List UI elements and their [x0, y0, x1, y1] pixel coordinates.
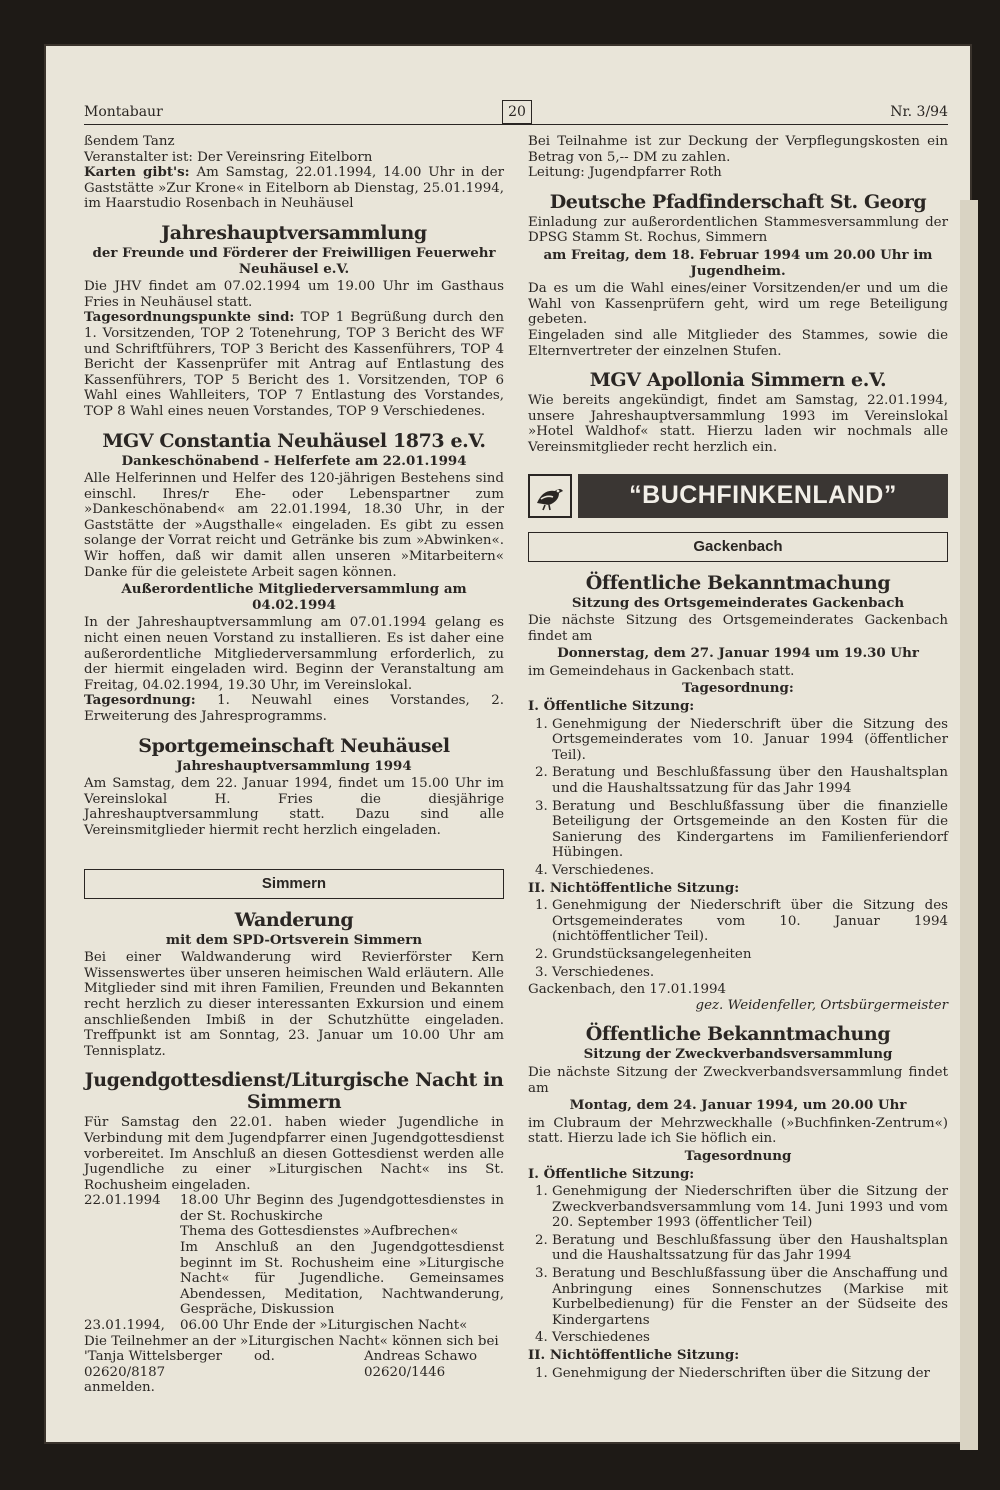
intro-line-1: ßendem Tanz	[84, 134, 175, 149]
bek2-title: Öffentliche Bekanntmachung	[585, 1023, 891, 1046]
mgv-agenda-text: 1. Neuwahl eines Vorstandes, 2. Erweiterung des Jahresprogramms.	[84, 693, 504, 724]
sport-subtitle: Jahreshauptversammlung 1994	[176, 757, 412, 774]
contact-2-name: Andreas Schawo	[364, 1349, 478, 1365]
bek1-signature: gez. Weidenfeller, Ortsbürgermeister	[695, 997, 948, 1013]
karten-text: Am Samstag, 22.01.1994, 14.00 Uhr in der Gaststätte »Zur Krone« in Eitelborn ab Dienstag, 25.01.1994, im Haarstudio Rosenbach in Neuhäusel	[84, 165, 504, 212]
header-rule	[84, 124, 948, 125]
wanderung-subtitle: mit dem SPD-Ortsverein Simmern	[165, 931, 423, 948]
schedule-row	[84, 1193, 504, 1318]
list-item: 3. Beratung und Beschlußfassung über die Anschaffung und Anbringung eines Sonnenschutzes (Markise mit Kurbelbedienung) für die Fenster an der Südseite des Kindergartens	[552, 1266, 948, 1328]
banner-title: “BUCHFINKENLAND”	[578, 474, 948, 518]
schedule-text: 06.00 Uhr Ende der »Liturgischen Nacht«	[180, 1318, 468, 1334]
list-item: 1. Genehmigung der Niederschriften über die Sitzung der Zweckverbandsversammlung vom 14. Juni 1993 und vom 20. September 1993 (öffentlicher Teil)	[552, 1184, 948, 1231]
contact-2-phone: 02620/1446	[364, 1364, 446, 1380]
bek2-text-2: im Clubraum der Mehrzweckhalle (»Buchfinken-Zentrum«) statt. Hierzu lade ich Sie höflich ein.	[528, 1115, 948, 1147]
mgv-text: Alle Helferinnen und Helfer des 120-jährigen Bestehens sind einschl. Ihres/r Ehe- oder Lebenspartner zum »Dankeschönabend« am 22.01.1994, 18.30 Uhr, in der Gaststätte der »Augsthalle« eingeladen. Es gibt zu essen solange der Vorrat reicht und Getränke bis zum »Abwinken«. Wir hoffen, daß wir damit allen unseren »Mitarbeitern« Danke für die geleistete Arbeit sagen können.	[84, 471, 504, 580]
sport-title: Sportgemeinschaft Neuhäusel	[138, 734, 450, 757]
simmern-section-box: Simmern	[84, 869, 504, 899]
bek1-text: Die nächste Sitzung des Ortsgemeinderates Gackenbach findet am	[528, 613, 948, 644]
jugend-text: Für Samstag den 22.01. haben wieder Jugendliche in Verbindung mit dem Jugendpfarrer einen Jugendgottesdienst vorbereitet. Im Anschluß an diesen Gottesdienst werden alle Jugendliche zu einer »Liturgischen Nacht« ins St. Rochusheim eingeladen.	[84, 1115, 504, 1193]
header-issue: Nr. 3/94	[890, 104, 948, 120]
bek2-public-list	[528, 1184, 948, 1346]
contact-1-phone: 02620/8187	[84, 1364, 166, 1380]
list-item: 2. Beratung und Beschlußfassung über den Haushaltsplan und die Haushaltssatzung für das Jahr 1994	[552, 1233, 948, 1264]
mgv-subtitle-2: Außerordentliche Mitgliederversammlung am 04.02.1994	[121, 581, 467, 613]
bek1-agenda-title: Tagesordnung:	[682, 680, 794, 697]
paper-edge	[960, 200, 978, 1450]
dpsg-title: Deutsche Pfadfinderschaft St. Georg	[549, 190, 927, 213]
dpsg-date: am Freitag, dem 18. Februar 1994 um 20.00 Uhr im Jugendheim.	[543, 246, 933, 279]
schedule-text: 18.00 Uhr Beginn des Jugendgottesdienstes in der St. Rochuskirche Thema des Gottesdienstes »Aufbrechen« Im Anschluß an den Jugendgottesdienst beginnt im St. Rochusheim eine »Liturgische Nacht« für Jugendliche. Gemeinsames Abendessen, Meditation, Nachtwanderung, Gespräche, Diskussion	[180, 1193, 504, 1318]
wanderung-text: Bei einer Waldwanderung wird Revierförster Kern Wissenswertes über unseren heimischen Wald erläutern. Alle Mitglieder sind mit ihren Familien, Freunden und Bekannten recht herzlich zu dieser interessanten Exkursion und einem anschließenden Imbiß in der Schutzhütte eingeladen. Treffpunkt ist am Sonntag, 23. Januar um 10.00 Uhr am Tennisplatz.	[84, 950, 504, 1059]
header-town: Montabaur	[84, 104, 163, 120]
bek1-private-list	[528, 898, 948, 980]
jugend-contacts	[84, 1349, 504, 1380]
bek1-date: Donnerstag, dem 27. Januar 1994 um 19.30 Uhr	[557, 645, 919, 662]
bek2-subtitle: Sitzung der Zweckverbandsversammlung	[583, 1046, 893, 1063]
list-item: 1. Genehmigung der Niederschrift über die Sitzung des Ortsgemeinderates vom 10. Januar 1994 (nichtöffentlicher Teil).	[552, 898, 948, 945]
schedule-date: 22.01.1994	[84, 1193, 161, 1209]
header-page-number: 20	[502, 100, 532, 124]
list-item: 1. Genehmigung der Niederschriften über die Sitzung der	[552, 1366, 948, 1382]
jugend-footer-2: anmelden.	[84, 1380, 155, 1396]
bek1-public-list	[528, 717, 948, 879]
right-intro: Bei Teilnahme ist zur Deckung der Verpflegungskosten ein Betrag von 5,-- DM zu zahlen. Leitung: Jugendpfarrer Roth	[528, 134, 948, 181]
left-column	[84, 134, 504, 1396]
list-item: 4. Verschiedenes	[552, 1330, 948, 1346]
bek1-text-2: im Gemeindehaus in Gackenbach statt.	[528, 663, 795, 679]
list-item: 4. Verschiedenes.	[552, 863, 948, 879]
mgv-title: MGV Constantia Neuhäusel 1873 e.V.	[102, 429, 486, 452]
jugend-schedule	[84, 1193, 504, 1333]
gackenbach-section-box: Gackenbach	[528, 532, 948, 562]
bek1-public-title: I. Öffentliche Sitzung:	[528, 698, 695, 715]
buchfinkenland-banner	[528, 474, 948, 518]
jugend-footer: Die Teilnehmer an der »Liturgischen Nacht« können sich bei	[84, 1333, 499, 1349]
mgv-text-2: In der Jahreshauptversammlung am 07.01.1994 gelang es nicht einen neuen Vorstand zu installieren. Es ist daher eine außerordentliche Mitgliederversammlung erforderlich, zu der hiermit eingeladen wird. Beginn der Veranstaltung am Freitag, 04.02.1994, 19.30 Uhr, im Vereinslokal.	[84, 615, 504, 693]
bek2-private-list	[528, 1366, 948, 1382]
contact-1-name: 'Tanja Wittelsberger	[84, 1349, 223, 1365]
bek1-place-date: Gackenbach, den 17.01.1994	[528, 982, 727, 998]
bek2-private-title: II. Nichtöffentliche Sitzung:	[528, 1347, 740, 1364]
mgv-agenda	[84, 693, 504, 724]
jhv-text: Die JHV findet am 07.02.1994 um 19.00 Uhr im Gasthaus Fries in Neuhäusel statt.	[84, 279, 504, 310]
schedule-row	[84, 1318, 504, 1334]
jugend-title: Jugendgottesdienst/Liturgische Nacht in Simmern	[84, 1069, 504, 1114]
finch-bird-icon	[528, 474, 572, 518]
bek2-agenda-title: Tagesordnung	[684, 1147, 792, 1164]
jhv-agenda	[84, 310, 504, 419]
apollonia-text: Wie bereits angekündigt, findet am Samstag, 22.01.1994, unsere Jahreshauptversammlung 1993 im Vereinslokal »Hotel Waldhof« statt. Hierzu laden wir nochmals alle Vereinsmitglieder recht herzlich ein.	[528, 393, 948, 455]
list-item: 3. Beratung und Beschlußfassung über die finanzielle Beteiligung der Ortsgemeinde an den Kosten für die Sanierung des Kindergartens im Familienferiendorf Hübingen.	[552, 799, 948, 861]
dpsg-text: Einladung zur außerordentlichen Stammesversammlung der DPSG Stamm St. Rochus, Simmern	[528, 214, 948, 246]
bek1-title: Öffentliche Bekanntmachung	[585, 571, 891, 594]
mgv-subtitle: Dankeschönabend - Helferfete am 22.01.1994	[121, 452, 467, 469]
karten-paragraph	[84, 165, 504, 212]
right-column	[528, 134, 948, 1383]
sport-text: Am Samstag, dem 22. Januar 1994, findet um 15.00 Uhr im Vereinslokal H. Fries die diesjährige Jahreshauptversammlung statt. Dazu sind alle Vereinsmitglieder hiermit recht herzlich eingeladen.	[84, 776, 504, 838]
jhv-subtitle: der Freunde und Förderer der Freiwilligen Feuerwehr Neuhäusel e.V.	[92, 244, 496, 277]
bek1-private-title: II. Nichtöffentliche Sitzung:	[528, 879, 740, 896]
wanderung-title: Wanderung	[234, 908, 354, 931]
list-item: 1. Genehmigung der Niederschrift über die Sitzung des Ortsgemeinderates vom 10. Januar 1994 (öffentlicher Teil).	[552, 717, 948, 764]
bek2-public-title: I. Öffentliche Sitzung:	[528, 1165, 695, 1182]
bek1-subtitle: Sitzung des Ortsgemeinderates Gackenbach	[571, 594, 905, 611]
bek2-text: Die nächste Sitzung der Zweckverbandsversammlung findet am	[528, 1064, 948, 1096]
dpsg-text-2: Da es um die Wahl eines/einer Vorsitzenden/er und um die Wahl von Kassenprüfern geht, wird um rege Beteiligung gebeten. Eingeladen sind alle Mitglieder des Stammes, sowie die Elternvertreter der einzelnen Stufen.	[528, 281, 948, 359]
intro-line-2: Veranstalter ist: Der Vereinsring Eitelborn	[84, 149, 373, 165]
bek2-date: Montag, dem 24. Januar 1994, um 20.00 Uhr	[569, 1097, 907, 1114]
list-item: 3. Verschiedenes.	[552, 965, 948, 981]
jhv-agenda-label: Tagesordnungspunkte sind:	[84, 309, 295, 326]
jhv-agenda-text: TOP 1 Begrüßung durch den 1. Vorsitzenden, TOP 2 Totenehrung, TOP 3 Bericht des WF und Schriftführers, TOP 3 Bericht des Kassenführers, TOP 4 Bericht der Kassenprüfer mit Antrag auf Entlastung des Kassenführers, TOP 5 Bericht des 1. Vorsitzenden, TOP 6 Wahl eines Wahlleiters, TOP 7 Entlastung des Vorstandes, TOP 8 Wahl eines neuen Vorstandes, TOP 9 Verschiedenes.	[84, 310, 504, 419]
contact-or: od.	[254, 1349, 275, 1365]
list-item: 2. Grundstücksangelegenheiten	[552, 947, 948, 963]
jhv-title: Jahreshauptversammlung	[161, 221, 427, 244]
schedule-date: 23.01.1994,	[84, 1318, 165, 1334]
apollonia-title: MGV Apollonia Simmern e.V.	[589, 369, 887, 392]
page-header	[84, 60, 948, 130]
mgv-agenda-label: Tagesordnung:	[84, 692, 196, 709]
list-item: 2. Beratung und Beschlußfassung über den Haushaltsplan und die Haushaltssatzung für das Jahr 1994	[552, 765, 948, 796]
karten-label: Karten gibt's:	[84, 164, 190, 181]
